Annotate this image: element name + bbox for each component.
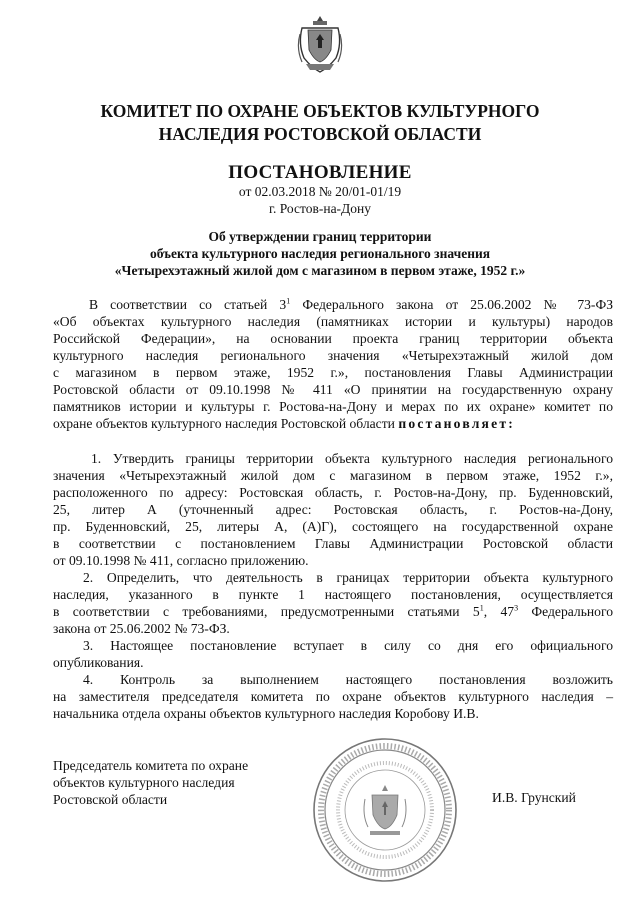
organization-title	[80, 100, 560, 146]
superscript: 1	[479, 603, 484, 613]
subject-line-2: объекта культурного наследия регионального значения	[149, 246, 491, 261]
signatory-position	[53, 757, 313, 808]
item-2-line: закона от 25.06.2002 № 73-ФЗ.	[53, 621, 230, 636]
text-line: Ростовской области от 09.10.1998 № 411 «О принятии на государственную охрану	[53, 382, 613, 397]
text-fragment: , 47	[483, 604, 515, 619]
subject-line-3: «Четырехэтажный жилой дом с магазином в первом этаже, 1952 г.»	[114, 263, 526, 278]
subject-line-1: Об утверждении границ территории	[208, 229, 432, 244]
signatory-position-line-3: Ростовской области	[53, 792, 168, 807]
item-1-line: пр. Буденновский, 25, литеры А, (А)Г), состоящего на государственной охране	[53, 519, 613, 534]
signatory-position-line-2: объектов культурного наследия	[53, 775, 235, 790]
item-3-line: 3. Настоящее постановление вступает в силу со дня его официального	[83, 638, 613, 653]
text-fragment: в соответствии с требованиями, предусмотренными статьями 5	[53, 604, 480, 619]
item-1-line: 25, литер А (уточненный адрес: Ростовская область, г. Ростов-на-Дону,	[53, 502, 613, 517]
text-line: памятников истории и культуры г. Ростова-на-Дону и мерах по их охране» комитет по	[53, 399, 613, 414]
document-meta	[80, 183, 560, 217]
superscript: 3	[514, 603, 519, 613]
organization-title-line-2: НАСЛЕДИЯ РОСТОВСКОЙ ОБЛАСТИ	[158, 124, 482, 144]
text-fragment: охране объектов культурного наследия Ростовской области	[53, 416, 399, 431]
text-fragment: Федерального закона от 25.06.2002 № 73-ФЗ	[290, 297, 614, 312]
item-4-line: 4. Контроль за выполнением настоящего постановления возложить	[83, 672, 613, 687]
document-type: ПОСТАНОВЛЕНИЕ	[228, 162, 412, 183]
item-2-line	[53, 603, 613, 620]
resolution-keyword: постановляет:	[398, 416, 515, 431]
text-fragment: Федерального	[518, 604, 614, 619]
item-4-line: начальника отдела охраны объектов культурного наследия Коробову И.В.	[53, 706, 479, 721]
signatory-name: И.В. Грунский	[492, 790, 576, 805]
text-line	[53, 415, 613, 432]
resolution-items	[53, 450, 613, 722]
official-seal-icon	[310, 735, 460, 885]
text-line: с магазином в первом этаже, 1952 г.», постановления Главы Администрации	[53, 365, 613, 380]
organization-title-line-1: КОМИТЕТ ПО ОХРАНЕ ОБЪЕКТОВ КУЛЬТУРНОГО	[100, 101, 540, 121]
document-subject	[60, 228, 580, 279]
item-1-line: расположенного по адресу: Ростовская область, г. Ростов-на-Дону, пр. Буденновский,	[53, 485, 613, 500]
text-fragment: В соответствии со статьей 3	[89, 297, 287, 312]
item-2-line: 2. Определить, что деятельность в границах территории объекта культурного	[83, 570, 613, 585]
item-1-line: значения «Четырехэтажный жилой дом с магазином в первом этаже, 1952 г.»,	[53, 468, 613, 483]
superscript: 1	[286, 296, 291, 306]
text-line: Российской Федерации», на основании проекта границ территории объекта	[53, 331, 613, 346]
coat-of-arms-icon	[296, 14, 344, 76]
item-4-line: на заместителя председателя комитета по охране объектов культурного наследия –	[53, 689, 613, 704]
text-line: культурного наследия регионального значения «Четырехэтажный жилой дом	[53, 348, 613, 363]
document-date-number: от 02.03.2018 № 20/01-01/19	[238, 184, 402, 199]
text-line	[53, 296, 613, 313]
item-1-line: в соответствии с постановлением Главы Администрации Ростовской области	[53, 536, 613, 551]
signatory-position-line-1: Председатель комитета по охране	[53, 758, 249, 773]
item-2-line: наследия, указанного в пункте 1 настоящего постановления, осуществляется	[53, 587, 613, 602]
item-1-line: 1. Утвердить границы территории объекта культурного наследия регионального	[91, 451, 613, 466]
text-line: «Об объектах культурного наследия (памятниках истории и культуры) народов	[53, 314, 613, 329]
item-3-line: опубликования.	[53, 655, 144, 670]
item-1-line: от 09.10.1998 № 411, согласно приложению.	[53, 553, 309, 568]
document-city: г. Ростов-на-Дону	[268, 201, 371, 216]
preamble-paragraph	[53, 296, 613, 432]
